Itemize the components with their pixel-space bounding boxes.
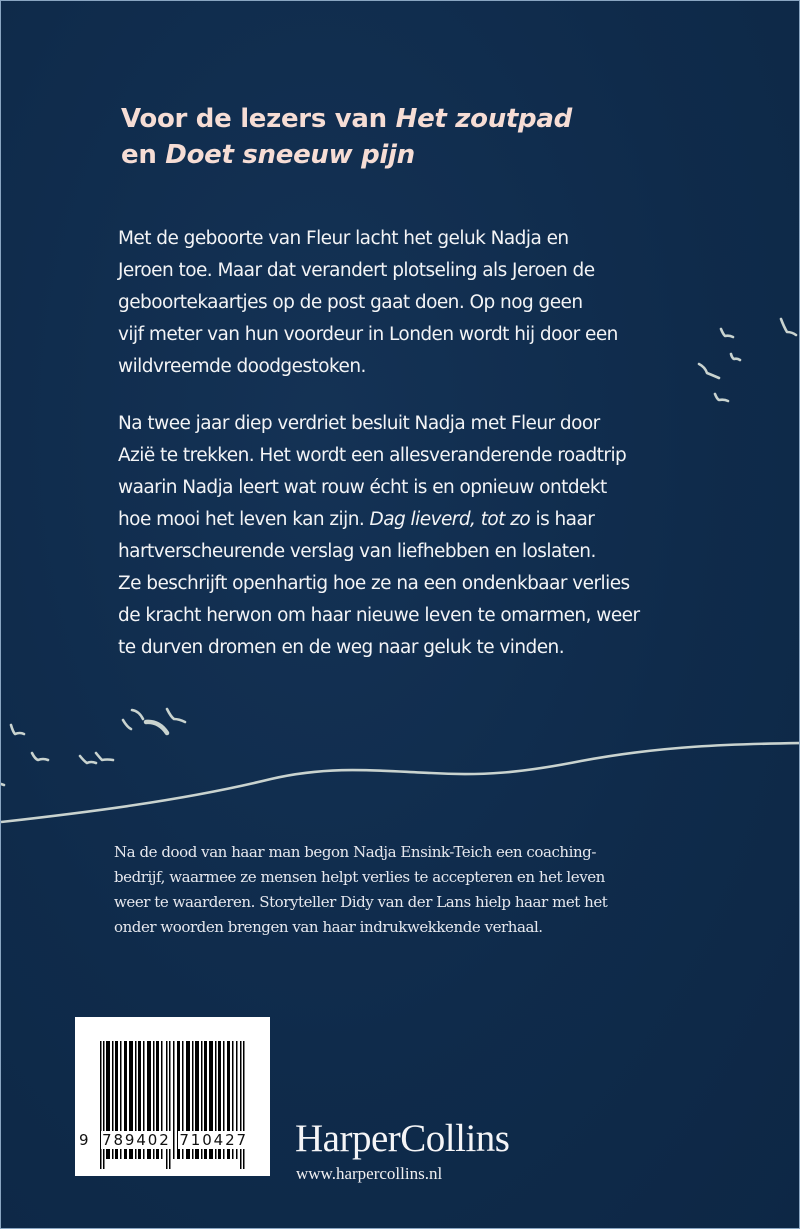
- text-line: [118, 504, 800, 536]
- isbn-digit: 9: [79, 1131, 91, 1149]
- isbn-group: 789402: [102, 1131, 171, 1149]
- text-line: weer te waarderen. Storyteller Didy van der Lans hielp haar met het: [114, 893, 608, 911]
- isbn-barcode: [75, 1017, 270, 1176]
- book-title-het-zoutpad: Het zoutpad: [395, 104, 572, 134]
- wave-line: [1, 743, 800, 822]
- author-bio: [114, 840, 754, 940]
- publisher-url[interactable]: www.harpercollins.nl: [296, 1164, 443, 1183]
- blurb-paragraph-2: [118, 408, 800, 664]
- text-line: te durven dromen en de weg naar geluk te vinden.: [118, 637, 565, 658]
- text-line: waarin Nadja leert wat rouw écht is en opnieuw ontdekt: [118, 477, 607, 498]
- book-title-dag-lieverd-tot-zo: Dag lieverd, tot zo: [369, 509, 531, 530]
- text-line: wildvreemde doodgestoken.: [118, 356, 366, 377]
- text-line: Ze beschrijft openhartig hoe ze na een ondenkbaar verlies: [118, 573, 630, 594]
- text-segment: is haar: [530, 509, 595, 530]
- isbn-number: [79, 1131, 269, 1149]
- headline-text: en: [121, 140, 166, 170]
- text-line: Jeroen toe. Maar dat verandert plotseling als Jeroen de: [118, 260, 595, 281]
- headline-line-1: [121, 101, 721, 137]
- barcode-icon: [100, 1041, 245, 1169]
- text-line: onder woorden brengen van haar indrukwekkende verhaal.: [114, 918, 543, 936]
- text-line: de kracht herwon om haar nieuwe leven te omarmen, weer: [118, 605, 640, 626]
- text-segment: hoe mooi het leven kan zijn.: [118, 509, 370, 530]
- text-line: hartverscheurende verslag van liefhebben en loslaten.: [118, 541, 596, 562]
- text-line: Na de dood van haar man begon Nadja Ensink-Teich een coaching-: [114, 843, 596, 861]
- text-line: Na twee jaar diep verdriet besluit Nadja met Fleur door: [118, 413, 600, 434]
- text-line: bedrijf, waarmee ze mensen helpt verlies te accepteren en het leven: [114, 868, 605, 886]
- text-line: vijf meter van hun voordeur in Londen wordt hij door een: [118, 324, 618, 345]
- book-title-doet-sneeuw-pijn: Doet sneeuw pijn: [165, 140, 415, 170]
- publisher-logo: HarperCollins: [295, 1117, 510, 1160]
- text-line: geboortekaartjes op de post gaat doen. Op nog geen: [118, 292, 583, 313]
- blurb-paragraph-1: [118, 223, 800, 383]
- headline: [121, 101, 721, 173]
- text-line: Met de geboorte van Fleur lacht het geluk Nadja en: [118, 228, 569, 249]
- isbn-group: 710427: [179, 1131, 249, 1149]
- headline-text: Voor de lezers van: [121, 104, 396, 134]
- headline-line-2: [121, 137, 721, 173]
- text-line: Azië te trekken. Het wordt een allesveranderende roadtrip: [118, 445, 627, 466]
